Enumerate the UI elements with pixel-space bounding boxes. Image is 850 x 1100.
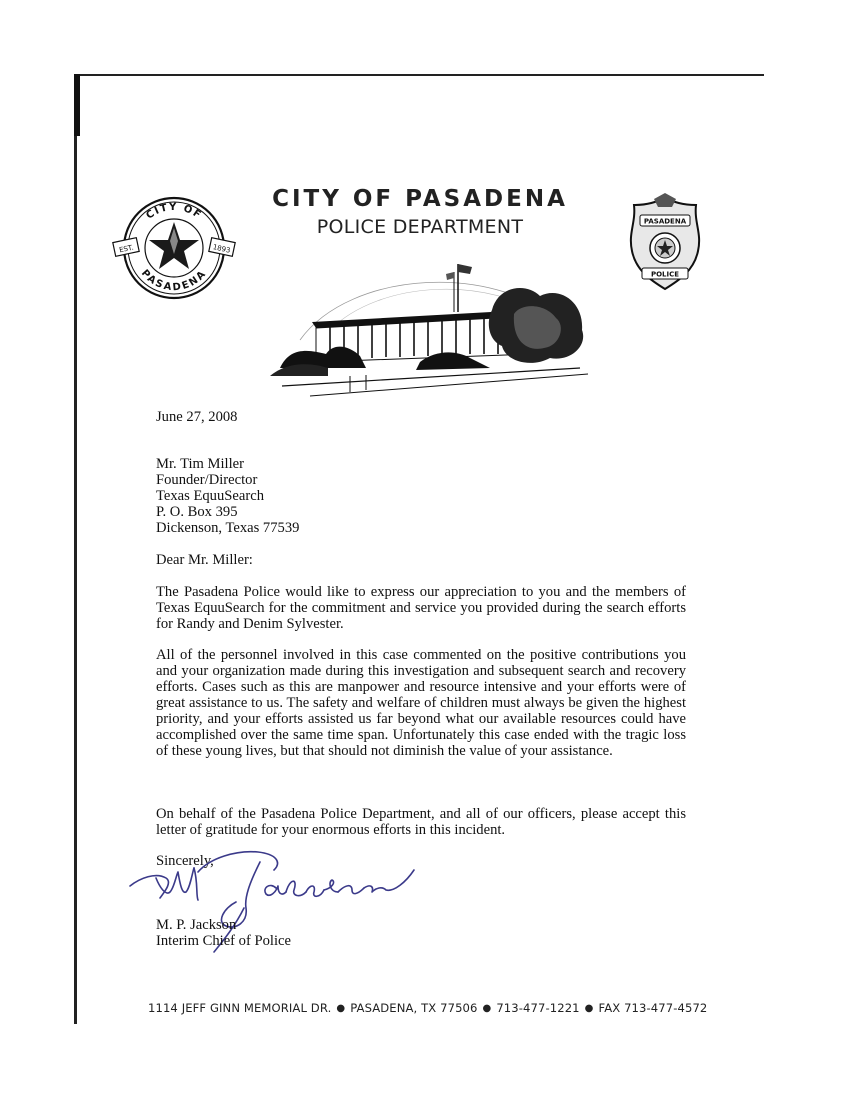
- seal-top-text: CITY OF: [144, 201, 204, 222]
- footer-phone: 713-477-1221: [496, 1001, 580, 1015]
- footer-city: PASADENA, TX 77506: [350, 1001, 478, 1015]
- letter-paragraph: All of the personnel involved in this case commented on the positive contributions you and your organization made during this investigation and subsequent search and recovery efforts. Cases such as this are manpower and resource intensive and your efforts were of great assistance to us. The safety and welfare of children must always be given the highest priority, and your efforts assisted us far beyond what our available resources could have accomplished over the same time span. Unfortunately this case ended with the tragic loss of these young lives, but that should not diminish the value of your assistance.: [156, 647, 686, 759]
- bullet-icon: ●: [584, 1003, 594, 1014]
- recipient-line: Dickenson, Texas 77539: [156, 520, 300, 536]
- letter-date: June 27, 2008: [156, 409, 238, 425]
- seal-year-text: 1893: [212, 243, 232, 255]
- badge-top-text: PASADENA: [643, 217, 687, 226]
- scan-edge-left-mark: [74, 74, 80, 136]
- letterhead-title: CITY OF PASADENA: [272, 186, 568, 212]
- recipient-line: Texas EquuSearch: [156, 488, 264, 504]
- recipient-line: Founder/Director: [156, 472, 258, 488]
- scan-edge-top: [74, 74, 764, 76]
- letterhead-subtitle: POLICE DEPARTMENT: [316, 216, 524, 238]
- signer-name: M. P. Jackson: [156, 917, 237, 933]
- letter-paragraph: On behalf of the Pasadena Police Department, and all of our officers, please accept this letter of gratitude for your enormous efforts in this incident.: [156, 806, 686, 838]
- recipient-line: P. O. Box 395: [156, 504, 238, 520]
- letter-greeting: Dear Mr. Miller:: [156, 552, 253, 568]
- bullet-icon: ●: [336, 1003, 346, 1014]
- bullet-icon: ●: [482, 1003, 492, 1014]
- footer-address: 1114 JEFF GINN MEMORIAL DR.: [148, 1001, 332, 1015]
- recipient-address: [156, 456, 686, 536]
- recipient-line: Mr. Tim Miller: [156, 456, 244, 472]
- scan-edge-left: [74, 74, 77, 1024]
- seal-bottom-text: PASADENA: [138, 267, 210, 294]
- letterhead-footer: [148, 1001, 708, 1015]
- seal-est-text: EST.: [118, 243, 135, 255]
- signer-title: Interim Chief of Police: [156, 933, 291, 949]
- police-building-illustration: [270, 250, 590, 398]
- letter-closing: Sincerely,: [156, 853, 214, 869]
- footer-fax: FAX 713-477-4572: [598, 1001, 708, 1015]
- letter-paragraph: The Pasadena Police would like to express our appreciation to you and the members of Texas EquuSearch for the commitment and service you provided during the search efforts for Randy and Denim Sylvester.: [156, 584, 686, 632]
- svg-text:PASADENA: [139, 268, 209, 293]
- badge-bottom-text: POLICE: [650, 270, 680, 279]
